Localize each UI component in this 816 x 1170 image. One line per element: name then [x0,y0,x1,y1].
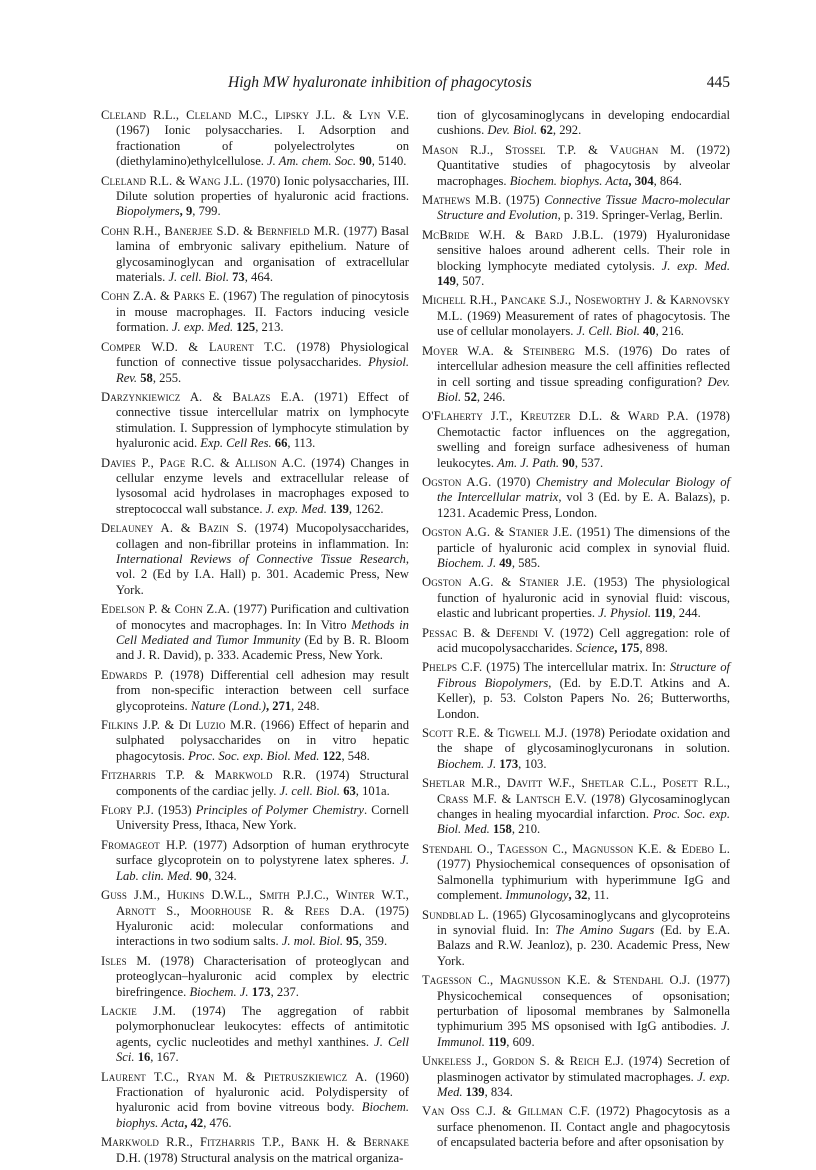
reference-journal: Dev. Biol. [437,374,730,404]
reference-text: (1978) Glycosaminoglycan changes in healing myocardial infarction. [437,791,730,822]
reference-pages: (Ed by B. R. Bloom and J. R. David), p. 333. Academic Press, New York. [116,633,410,663]
reference-text: (1977) Physiochemical consequences of opsonisation of Salmonella typhimurium with hyperimmune IgG and complement. [437,857,730,903]
reference-volume: 158 [489,822,512,837]
reference-journal: Biochem. J. [189,984,249,999]
reference-journal: Science [575,641,615,655]
reference-pages: , 5140. [371,154,407,169]
reference-authors: McBride W.H. & Bard J.B.L. [422,227,604,242]
reference-entry [101,602,409,664]
reference-text: (1969) Measurement of rates of phagocytosis. The use of cellular monolayers. [437,308,730,339]
reference-pages: , 324. [208,868,237,883]
reference-entry [101,1135,409,1166]
reference-authors: Fitzharris T.P. & Markwold R.R. [101,768,307,783]
reference-journal: J. Lab. clin. Med. [116,853,409,883]
reference-entry [422,726,730,772]
reference-pages: , 537. [574,455,604,470]
reference-journal: J. Am. chem. Soc. [267,154,357,169]
reference-authors: Lackie J.M. [101,1003,176,1018]
reference-text: (1967) Ionic polysaccharies. I. Adsorption and fractionation of polyelectrolytes on (diethylamino)ethylcellulose. [116,123,409,169]
reference-text: (1967) The regulation of pinocytosis in mouse macrophages. II. Factors inducing vesicle formation. [116,289,409,335]
reference-pages: , 244. [672,606,701,621]
reference-text: tion of glycosaminoglycans in developing endocardial cushions. [437,108,730,138]
reference-journal: Nature (Lond.) [190,698,266,713]
reference-text: (1976) Do rates of intercellular adhesion measure the cell affinities reflected in cell sorting and tissue spreading configuration? [437,343,730,389]
reference-volume: 95 [343,934,359,949]
reference-authors: Ogston A.G. & Stanier J.E. [422,525,573,540]
reference-journal: Immunology [505,888,569,903]
reference-authors: Darzynkiewicz A. & Balazs E.A. [101,389,305,404]
reference-text: (1974) Secretion of plasminogen activator by stimulated macrophages. [437,1054,730,1084]
running-title: High MW hyaluronate inhibition of phagocytosis [228,74,532,91]
reference-entry [422,228,730,290]
reference-pages: , 103. [518,756,547,771]
reference-pages: , 609. [506,1034,535,1049]
reference-authors: Fromageot H.P. [101,837,188,852]
reference-entry [422,626,730,657]
reference-entry [422,409,730,471]
reference-pages: , 476. [203,1115,232,1130]
reference-authors: Comper W.D. & Laurent T.C. [101,339,286,354]
reference-text: (1974) Structural components of the cardiac jelly. [116,768,409,798]
reference-text: (1975) Hyaluronic acid: molecular conformations and interactions in two sodium salts. [116,903,410,949]
reference-volume: 139 [462,1084,485,1099]
reference-text: (1971) Effect of connective tissue intercellular matrix on lymphocyte stimulation. I. Suppression of lymphocyte stimulation by hyaluronic acid. [116,389,409,451]
reference-journal: Biochem. biophys. Acta [509,173,629,188]
reference-entry [422,776,730,838]
reference-journal: J. exp. Med. [171,320,234,335]
reference-volume: 49 [496,555,512,570]
reference-pages: , 548. [341,748,370,763]
reference-journal: Structure of Fibrous Biopolymers [437,660,730,690]
reference-column-right [422,108,730,1155]
reference-volume: , 271 [265,698,292,713]
reference-volume: , 304 [628,173,654,188]
reference-text: (1978) Physiological function of connective tissue polysaccharides. [116,339,409,370]
reference-pages: , vol. 2 (Ed by I.A. Hall) p. 301. Academic Press, New York. [116,551,409,597]
reference-authors: Phelps C.F. [422,660,483,675]
reference-text: (1974) The aggregation of rabbit polymorphonuclear leukocytes: effects of antimitotic agents, cyclic nucleotides and methyl xanthines. [116,1003,409,1049]
reference-pages: , 834. [484,1084,513,1099]
reference-authors: O'Flaherty J.T., Kreutzer D.L. & Ward P.A. [422,409,689,424]
reference-journal: J. exp. Med. [437,1069,730,1099]
reference-authors: Unkeless J., Gordon S. & Reich E.J. [422,1054,624,1069]
reference-authors: Flory P.J. [101,803,154,818]
reference-text: (1951) The dimensions of the particle of hyaluronic acid complex in synovial fluid. [437,525,730,555]
reference-journal: Proc. Soc. exp. Biol. Med. [437,807,730,837]
reference-entry [101,108,409,170]
reference-journal: J. Immunol. [437,1019,730,1049]
reference-entry [422,293,730,339]
reference-text: (1977) Adsorption of human erythrocyte surface glycoprotein on to polystyrene latex spheres. [116,837,409,868]
reference-volume: 90 [356,154,372,169]
reference-journal: Biopolymers [116,204,180,219]
reference-authors: Guss J.M., Hukins D.W.L., Smith P.J.C., Winter W.T., Arnott S., Moorhouse R. & Rees D.A. [101,888,409,918]
reference-volume: 66 [271,436,288,451]
reference-entry [422,525,730,571]
reference-entry [101,1004,409,1066]
reference-authors: Ogston A.G. & Stanier J.E. [422,575,587,590]
reference-volume: 149 [437,274,456,289]
reference-journal: Proc. Soc. exp. Biol. Med. [188,748,320,763]
reference-authors: Shetlar M.R., Davitt W.F., Shetlar C.L., Posett R.L., Crass M.F. & Lantsch E.V. [422,776,730,806]
reference-journal: Biochem. J. [437,555,497,570]
reference-pages: , 359. [358,934,388,949]
reference-authors: Laurent T.C., Ryan M. & Pietruszkiewicz A. [101,1069,368,1084]
reference-text: (1970) [491,474,536,489]
reference-pages: , 248. [291,698,320,713]
reference-text: (1977) Purification and cultivation of monocytes and macrophages. In: In Vitro [116,602,409,632]
reference-entry [422,143,730,189]
reference-text: (1977) Physicochemical consequences of opsonisation; perturbation of liposomal membranes by Salmonella typhimurium 395 MS opsonised with IgG antibodies. [437,973,730,1034]
reference-column-left [101,108,409,1170]
reference-authors: Mathews M.B. [422,193,502,208]
reference-volume: 90 [559,455,575,470]
reference-pages: , vol 3 (Ed. by E. A. Balazs), p. 1231. Academic Press, London. [437,490,731,520]
reference-volume: , 32 [568,888,588,903]
reference-pages: , 464. [244,270,274,285]
reference-pages: , 11. [587,888,609,903]
reference-pages: , 113. [287,436,316,451]
reference-authors: Pessac B. & Defendi V. [422,625,555,640]
reference-volume: 122 [319,748,342,763]
reference-entry [101,1070,409,1132]
reference-entry [422,344,730,406]
reference-text: (1965) Glycosaminoglycans and glycoproteins in synovial fluid. In: [437,907,731,937]
reference-journal: Exp. Cell Res. [200,436,272,451]
reference-entry [101,390,409,452]
reference-entry [101,668,409,714]
reference-pages: (Ed. by E.A. Balazs and R.W. Jeanloz), p. 230. Academic Press, New York. [437,922,730,968]
reference-authors: Van Oss C.J. & Gillman C.F. [422,1104,590,1119]
reference-pages: , 246. [476,389,506,404]
reference-entry [101,954,409,1000]
reference-entry [422,193,730,224]
reference-entry [422,908,730,970]
reference-text: (1953) [153,803,196,818]
reference-pages: , 237. [270,984,299,999]
reference-pages: . Cornell University Press, Ithaca, New York. [116,803,409,833]
reference-entry [101,803,409,834]
reference-entry [101,174,409,220]
reference-text: (1978) Structural analysis on the matrical organiza- [140,1150,404,1165]
reference-pages: , 216. [655,324,684,339]
running-header [100,74,730,96]
reference-volume: 16 [134,1050,151,1065]
reference-text: (1974) Mucopolysaccharides, collagen and non-fibrillar proteins in inflammation. In: [116,521,409,551]
reference-text: (1960) Fractionation of hyaluronic acid. Polydispersity of hyaluronic acid from bovine vitreous body. [116,1069,409,1115]
reference-journal: J. mol. Biol. [281,934,344,949]
reference-pages: , p. 319. Springer-Verlag, Berlin. [557,208,723,223]
reference-text: (1953) The physiological function of hyaluronic acid in synovial fluid: viscous, elastic and lubricant properties. [437,575,730,621]
reference-journal: J. cell. Biol. [279,783,341,798]
reference-entry [101,521,409,598]
reference-entry [101,340,409,386]
reference-authors: Cleland R.L., Cleland M.C., Lipsky J.L. & Lyn V.E. [101,108,409,122]
reference-entry [101,718,409,764]
reference-volume: , 9 [179,204,193,219]
reference-journal: Am. J. Path. [497,455,560,470]
reference-entry [101,888,409,950]
reference-authors: Edelson P. & Cohn Z.A. [101,602,230,617]
reference-volume: 52 [461,389,477,404]
reference-authors: Isles M. [101,953,151,968]
reference-authors: Michell R.H., Pancake S.J., Noseworthy J. & Karnovsky M.L. [422,293,730,323]
reference-entry [101,289,409,335]
reference-journal: Dev. Biol. [487,123,538,138]
reference-pages: , 210. [511,822,541,837]
reference-journal: Physiol. Rev. [116,355,409,385]
reference-journal: J. exp. Med. [265,501,327,516]
reference-text: (1978) Chemotactic factor influences on the aggregation, swelling and foreign surface adhesiveness of human leukocytes. [437,409,730,470]
reference-journal: International Reviews of Connective Tissue Research [116,551,406,566]
reference-text: (1975) The intercellular matrix. In: [482,660,670,675]
reference-entry [101,768,409,799]
reference-authors: Sundblad L. [422,907,489,922]
reference-volume: 173 [248,984,271,999]
reference-volume: 58 [137,370,153,385]
reference-journal: Connective Tissue Macro-molecular Structure and Evolution [437,193,731,223]
reference-pages: , 799. [192,204,221,219]
reference-authors: Cohn Z.A. & Parks E. [101,289,220,304]
reference-entry [422,575,730,621]
reference-authors: Filkins J.P. & Di Luzio M.R. [101,718,257,733]
reference-pages: , 213. [255,320,284,335]
page-number: 445 [706,74,730,91]
reference-authors: Edwards P. [101,667,164,682]
reference-journal: Biochem. biophys. Acta [116,1100,409,1130]
reference-entry [422,475,730,521]
reference-volume: 40 [639,324,656,339]
reference-journal: J. exp. Med. [661,258,730,273]
reference-entry [422,1104,730,1150]
reference-pages: , 585. [511,555,541,570]
reference-continuation [422,108,730,139]
reference-journal: The Amino Sugars [555,922,655,937]
reference-text: (1972) Quantitative studies of phagocytosis by alveolar macrophages. [437,142,730,188]
reference-journal: Principles of Polymer Chemistry [195,803,364,818]
reference-text: (1977) Basal lamina of embryonic salivary epithelium. Nature of glycosaminoglycan and organisation of extracellular materials. [116,223,409,285]
reference-text: (1978) Differential cell adhesion may result from non-specific interaction between cell surface glycoproteins. [116,667,409,713]
reference-authors: Moyer W.A. & Steinberg M.S. [422,343,610,358]
reference-volume: , 175 [614,641,640,655]
reference-journal: Biochem. J. [437,756,497,771]
reference-entry [422,842,730,904]
reference-entry [101,838,409,884]
reference-pages: , 167. [150,1050,179,1065]
reference-text: (1978) Periodate oxidation and the shape of glycosaminoglycuronans in solution. [437,726,730,756]
reference-journal: Methods in Cell Mediated and Tumor Immunity [116,617,409,647]
reference-volume: 173 [496,756,519,771]
reference-volume: 73 [228,270,245,285]
reference-entry [101,224,409,286]
reference-volume: 119 [484,1034,507,1049]
reference-authors: Stendahl O., Tagesson C., Magnusson K.E. & Edebo L. [422,841,730,856]
reference-text: (1970) Ionic polysaccharies, III. Dilute solution properties of hyaluronic acid fractions. [116,173,409,204]
reference-volume: 139 [326,501,349,516]
reference-volume: , 42 [184,1115,204,1130]
reference-entry [101,456,409,518]
reference-journal: J. Physiol. [598,606,652,621]
reference-entry [422,1054,730,1100]
reference-entry [422,660,730,722]
reference-pages: , 898. [639,641,668,655]
reference-text: (1979) Hyaluronidase sensitive haloes around adherent cells. Their role in blocking lymphocyte mediated cytolysis. [437,227,730,273]
reference-pages: , 1262. [348,501,384,516]
reference-journal: J. Cell. Biol. [576,324,640,339]
reference-authors: Ogston A.G. [422,474,492,489]
reference-pages: , 101a. [355,783,390,798]
reference-journal: Chemistry and Molecular Biology of the Intercellular matrix [437,474,730,505]
reference-volume: 90 [192,868,209,883]
reference-text: (1978) Characterisation of proteoglycan and proteoglycan–hyaluronic acid complex by electric birefringence. [116,953,409,999]
reference-pages: , (Ed. by E.D.T. Atkins and A. Keller), p. 53. Colston Papers No. 26; Butterworths, London. [437,675,730,721]
reference-volume: 62 [537,123,553,138]
reference-text: (1972) Cell aggregation: role of acid mucopolysaccharides. [437,625,730,655]
reference-authors: Davies P., Page R.C. & Allison A.C. [101,455,306,470]
reference-journal: J. Cell Sci. [116,1034,409,1065]
reference-authors: Cleland R.L. & Wang J.L. [101,173,244,188]
reference-volume: 125 [233,320,256,335]
reference-volume: 63 [340,783,356,798]
reference-authors: Delauney A. & Bazin S. [101,521,248,536]
reference-text: (1966) Effect of heparin and sulphated polysaccharides on in vitro hepatic phagocytosis. [116,718,409,763]
reference-pages: , 292. [552,123,582,138]
reference-pages: , 864. [653,173,682,188]
reference-authors: Tagesson C., Magnusson K.E. & Stendahl O.J. [422,973,691,988]
reference-text: (1975) [501,193,545,208]
reference-authors: Scott R.E. & Tigwell M.J. [422,726,568,741]
reference-text: (1974) Changes in cellular enzyme levels and extracellular release of lysosomal acid hydrolases in macrophages exposed to streptococcal wall substance. [116,455,409,516]
reference-pages: , 507. [455,274,485,289]
reference-authors: Markwold R.R., Fitzharris T.P., Bank H. & Bernake D.H. [101,1135,409,1165]
reference-authors: Cohn R.H., Banerjee S.D. & Bernfield M.R. [101,223,340,238]
reference-entry [422,973,730,1050]
reference-volume: 119 [651,606,673,621]
reference-authors: Mason R.J., Stossel T.P. & Vaughan M. [422,142,685,157]
reference-pages: , 255. [152,370,182,385]
reference-journal: J. cell. Biol. [168,270,229,285]
reference-text: (1972) Phagocytosis as a surface phenomenon. II. Contact angle and phagocytosis of encapsulated bacteria before and after opsonisation by [437,1104,730,1150]
